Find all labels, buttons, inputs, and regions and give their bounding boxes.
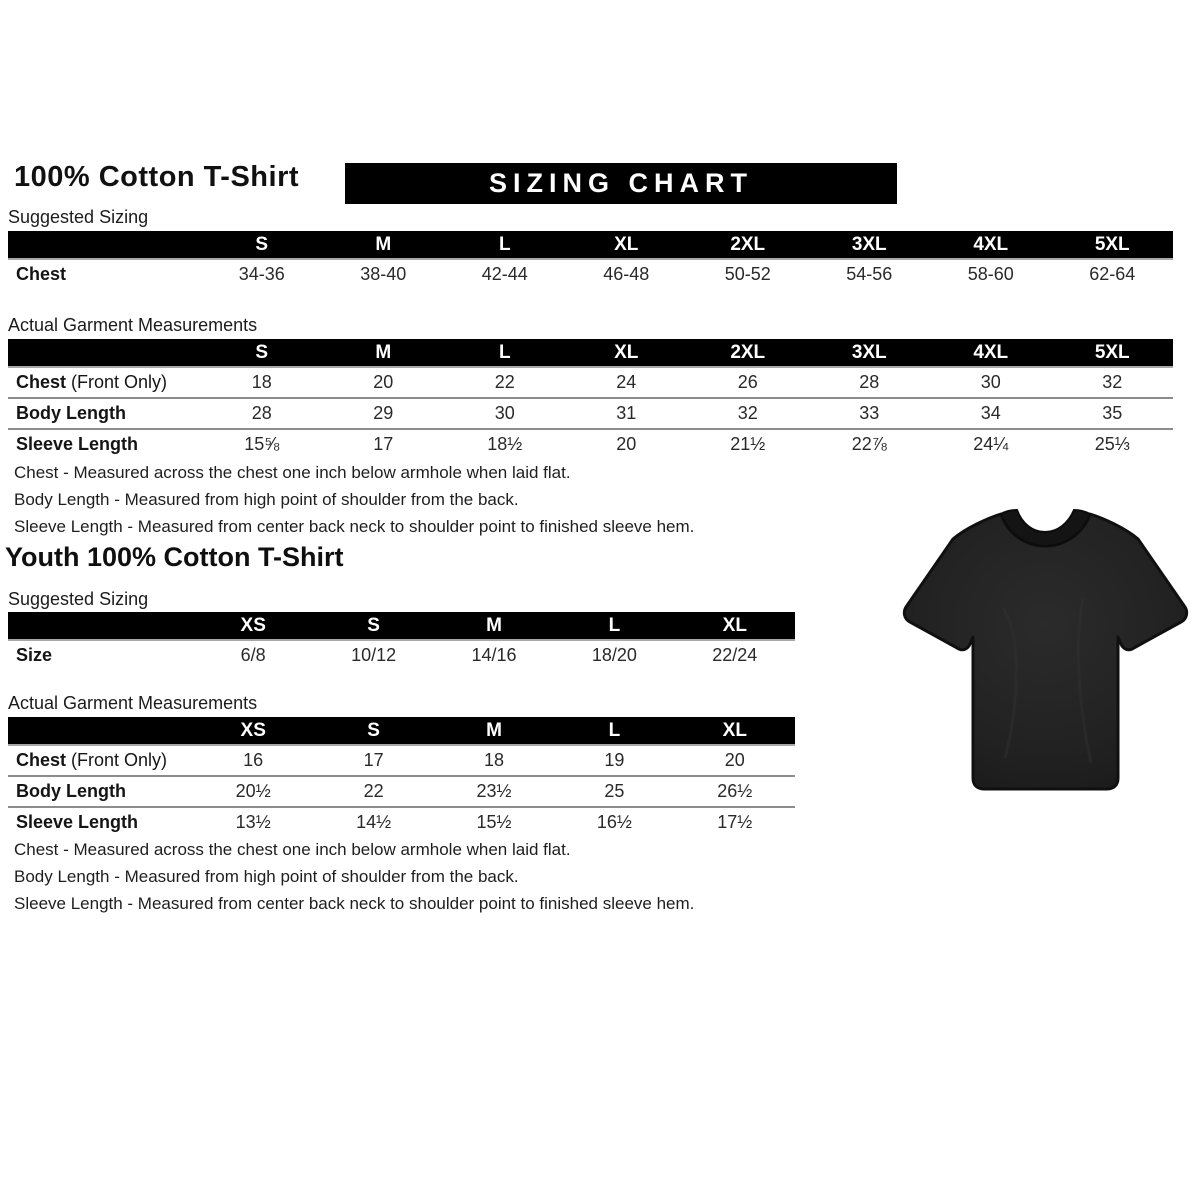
row-label-text: Body Length xyxy=(16,781,126,801)
row-label xyxy=(8,645,193,666)
measurement-cell: 22 xyxy=(363,781,384,801)
measurement-cell: 33 xyxy=(859,403,880,423)
measurement-cell: 18 xyxy=(483,750,504,770)
measurement-cell: 26 xyxy=(737,372,758,392)
measurement-cell: 31 xyxy=(616,403,637,423)
measurement-cell: 30 xyxy=(494,403,515,423)
tshirt-body xyxy=(904,514,1186,789)
row-label-text: Chest xyxy=(16,372,67,392)
size-header-cell: XL xyxy=(614,234,639,255)
measurement-cell: 50-52 xyxy=(724,264,771,284)
measurement-cell: 22⅞ xyxy=(851,434,887,454)
chest-row xyxy=(8,368,1173,399)
row-label xyxy=(8,434,201,455)
size-header-cell: S xyxy=(367,720,380,741)
size-header-cell: 3XL xyxy=(851,342,887,363)
note-chest: Chest - Measured across the chest one inch below armhole when laid flat. xyxy=(14,840,571,859)
sleeve-length-row xyxy=(8,808,795,837)
size-header-cell: M xyxy=(375,342,392,363)
size-header-cell: S xyxy=(255,342,269,363)
measurement-cell: 18½ xyxy=(487,434,523,454)
measurement-cell: 20 xyxy=(724,750,745,770)
measurement-cell: 19 xyxy=(604,750,625,770)
measurement-cell: 34 xyxy=(980,403,1001,423)
row-label-text: Sleeve Length xyxy=(16,434,139,454)
row-label-text: Chest xyxy=(16,750,67,770)
sleeve-length-row xyxy=(8,430,1173,459)
row-label xyxy=(8,781,193,802)
size-header-cell: S xyxy=(367,615,380,636)
size-header-cell: M xyxy=(375,234,392,255)
row-label xyxy=(8,403,201,424)
chest-row xyxy=(8,746,795,777)
note-chest: Chest - Measured across the chest one inch below armhole when laid flat. xyxy=(14,463,571,482)
measurement-cell: 10/12 xyxy=(351,645,397,665)
measurement-cell: 28 xyxy=(251,403,272,423)
size-header-cell: 2XL xyxy=(730,342,766,363)
sizing-chart-banner xyxy=(345,163,897,204)
adult-suggested-sizing-label: Suggested Sizing xyxy=(8,207,149,227)
measurement-cell: 25 xyxy=(604,781,625,801)
row-label-text: Body Length xyxy=(16,403,126,423)
measurement-cell: 13½ xyxy=(235,812,271,832)
adult-suggested-sizing-table xyxy=(8,231,1173,289)
chest-range-row xyxy=(8,260,1173,289)
measurement-cell: 22 xyxy=(494,372,515,392)
measurement-cell: 18 xyxy=(251,372,272,392)
measurement-cell: 17½ xyxy=(717,812,753,832)
measurement-cell: 54-56 xyxy=(846,264,893,284)
adult-measurement-notes xyxy=(14,464,694,545)
measurement-cell: 20 xyxy=(616,434,637,454)
youth-title: Youth 100% Cotton T-Shirt xyxy=(5,542,344,572)
measurement-cell: 17 xyxy=(373,434,394,454)
youth-measurement-notes xyxy=(14,841,694,922)
youth-actual-measurements-label: Actual Garment Measurements xyxy=(8,693,258,713)
measurement-cell: 21½ xyxy=(730,434,766,454)
measurement-cell: 32 xyxy=(737,403,758,423)
size-header-cell: L xyxy=(498,234,511,255)
measurement-cell: 58-60 xyxy=(967,264,1014,284)
row-label xyxy=(8,812,193,833)
row-label-text: Size xyxy=(16,645,53,665)
adult-actual-measurements-label: Actual Garment Measurements xyxy=(8,315,258,335)
row-label-text: Chest xyxy=(16,264,67,284)
measurement-cell: 32 xyxy=(1102,372,1123,392)
page-title: 100% Cotton T-Shirt xyxy=(14,161,300,193)
size-header-cell: L xyxy=(498,342,511,363)
measurement-cell: 20 xyxy=(373,372,394,392)
measurement-cell: 14½ xyxy=(356,812,392,832)
measurement-cell: 30 xyxy=(980,372,1001,392)
size-header-row xyxy=(8,717,795,746)
youth-actual-measurements-table xyxy=(8,717,795,837)
size-header-cell: 5XL xyxy=(1094,342,1130,363)
tshirt-graphic xyxy=(893,488,1193,806)
row-label xyxy=(8,750,193,771)
note-sleeve-length: Sleeve Length - Measured from center back neck to shoulder point to finished sleeve hem. xyxy=(14,894,695,913)
size-header-cell: S xyxy=(255,234,269,255)
measurement-cell: 28 xyxy=(859,372,880,392)
size-header-row xyxy=(8,612,795,641)
size-header-row xyxy=(8,339,1173,368)
row-label-text: Sleeve Length xyxy=(16,812,139,832)
size-header-row xyxy=(8,231,1173,260)
measurement-cell: 22/24 xyxy=(712,645,758,665)
measurement-cell: 23½ xyxy=(476,781,512,801)
measurement-cell: 15⅝ xyxy=(244,434,280,454)
measurement-cell: 42-44 xyxy=(481,264,528,284)
measurement-cell: 24 xyxy=(616,372,637,392)
row-label-suffix: (Front Only) xyxy=(66,750,168,770)
size-header-cell: M xyxy=(486,720,502,741)
measurement-cell: 34-36 xyxy=(238,264,285,284)
measurement-cell: 15½ xyxy=(476,812,512,832)
size-header-cell: 3XL xyxy=(851,234,887,255)
measurement-cell: 24¼ xyxy=(973,434,1009,454)
measurement-cell: 20½ xyxy=(235,781,271,801)
measurement-cell: 25⅓ xyxy=(1094,434,1130,454)
body-length-row xyxy=(8,399,1173,430)
note-body-length: Body Length - Measured from high point of shoulder from the back. xyxy=(14,490,519,509)
youth-suggested-sizing-label: Suggested Sizing xyxy=(8,589,149,609)
measurement-cell: 46-48 xyxy=(603,264,650,284)
row-label xyxy=(8,372,201,393)
size-header-cell: XS xyxy=(240,720,266,741)
size-header-cell: M xyxy=(486,615,502,636)
size-row xyxy=(8,641,795,670)
size-header-cell: L xyxy=(608,615,621,636)
sizing-chart-banner-text: SIZING CHART xyxy=(489,168,753,198)
note-sleeve-length: Sleeve Length - Measured from center back neck to shoulder point to finished sleeve hem. xyxy=(14,517,695,536)
size-header-cell: XL xyxy=(614,342,639,363)
adult-actual-measurements-table xyxy=(8,339,1173,459)
size-header-cell: 5XL xyxy=(1094,234,1130,255)
body-length-row xyxy=(8,777,795,808)
row-label-suffix: (Front Only) xyxy=(66,372,168,392)
measurement-cell: 6/8 xyxy=(240,645,266,665)
measurement-cell: 35 xyxy=(1102,403,1123,423)
measurement-cell: 18/20 xyxy=(591,645,637,665)
size-header-cell: L xyxy=(608,720,621,741)
black-tshirt-image xyxy=(893,488,1193,806)
measurement-cell: 14/16 xyxy=(471,645,517,665)
size-header-cell: 4XL xyxy=(973,234,1009,255)
measurement-cell: 62-64 xyxy=(1089,264,1136,284)
measurement-cell: 17 xyxy=(363,750,384,770)
size-header-cell: XS xyxy=(240,615,266,636)
measurement-cell: 16½ xyxy=(596,812,632,832)
size-header-cell: 2XL xyxy=(730,234,766,255)
note-body-length: Body Length - Measured from high point of shoulder from the back. xyxy=(14,867,519,886)
size-header-cell: XL xyxy=(722,720,747,741)
measurement-cell: 38-40 xyxy=(360,264,407,284)
youth-suggested-sizing-table xyxy=(8,612,795,670)
measurement-cell: 26½ xyxy=(717,781,753,801)
measurement-cell: 29 xyxy=(373,403,394,423)
size-header-cell: 4XL xyxy=(973,342,1009,363)
row-label xyxy=(8,264,201,285)
measurement-cell: 16 xyxy=(243,750,264,770)
size-header-cell: XL xyxy=(722,615,747,636)
